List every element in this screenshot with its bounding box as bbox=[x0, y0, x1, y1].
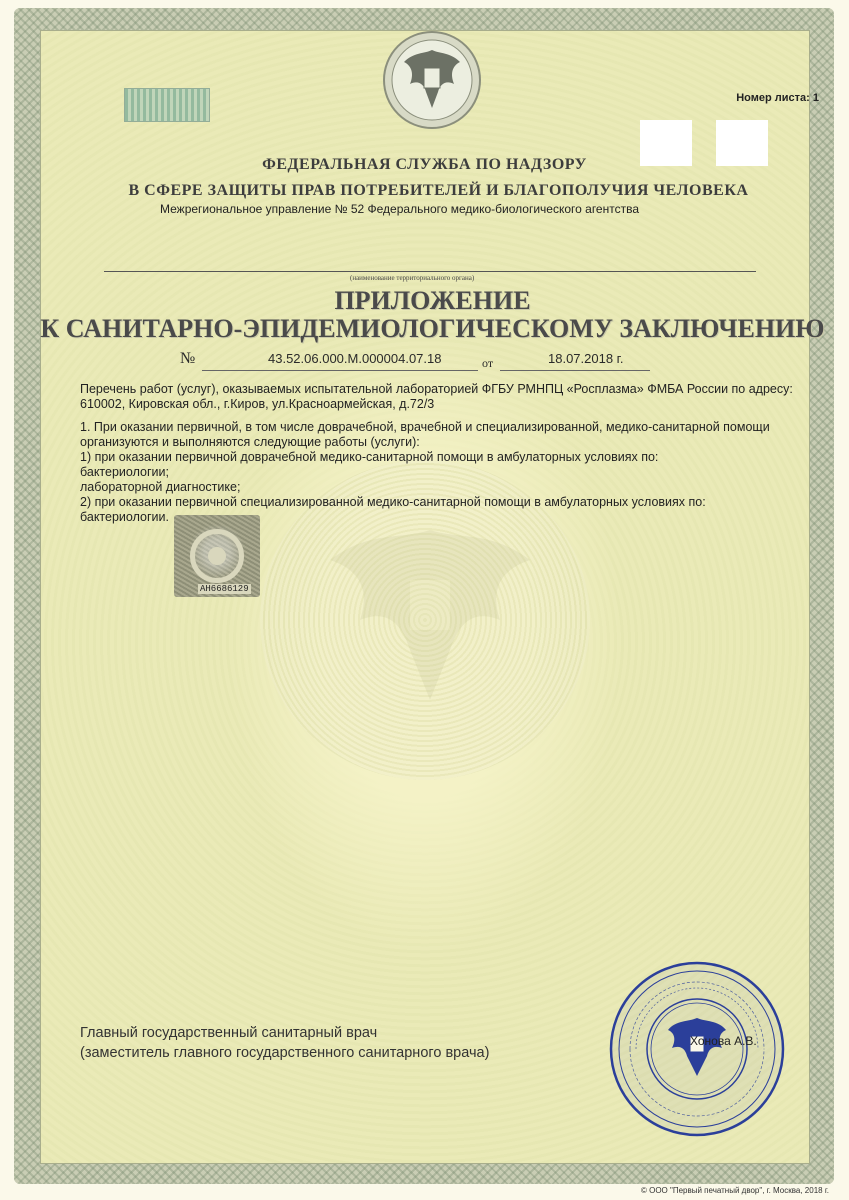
hologram-code: АН6686129 bbox=[200, 584, 249, 594]
number-sign: № bbox=[180, 350, 196, 367]
list-item: 1. При оказании первичной, в том числе доврачебной, врачебной и специализированной, медико-санитарной помощи организуются и выполняются следующие работы (услуги): bbox=[80, 420, 770, 449]
signatory-subtitle: (заместитель главного государственного санитарного врача) bbox=[80, 1045, 490, 1061]
hologram-strip bbox=[124, 88, 210, 122]
conclusion-date: 18.07.2018 г. bbox=[548, 351, 624, 366]
list-item: 1) при оказании первичной доврачебной медико-санитарной помощи в амбулаторных условиях по: bbox=[80, 450, 659, 464]
sheet-number: Номер листа: 1 bbox=[736, 92, 819, 104]
services-intro: Перечень работ (услуг), оказываемых испытательной лабораторией ФГБУ РМНПЦ «Росплазма» ФМБА России по адресу: 610002, Кировская обл., г.Киров, ул.Красноармейская, д.72/3 bbox=[80, 382, 793, 411]
list-item: бактериологии; bbox=[80, 465, 169, 479]
agency-name-line1: ФЕДЕРАЛЬНАЯ СЛУЖБА ПО НАДЗОРУ bbox=[262, 156, 587, 173]
signatory-title: Главный государственный санитарный врач bbox=[80, 1025, 378, 1041]
from-label: от bbox=[482, 356, 494, 370]
document-title: ПРИЛОЖЕНИЕ bbox=[334, 286, 531, 315]
conclusion-number: 43.52.06.000.М.000004.07.18 bbox=[268, 351, 442, 366]
organ-underline bbox=[104, 271, 756, 272]
services-list bbox=[80, 420, 800, 525]
rospotrebnadzor-emblem bbox=[380, 28, 484, 132]
hologram-sticker bbox=[174, 515, 260, 597]
eagle-watermark bbox=[290, 500, 570, 740]
signature-block bbox=[80, 1023, 489, 1063]
printer-credit: © ООО "Первый печатный двор", г. Москва, 2018 г. bbox=[640, 1186, 829, 1195]
date-underline bbox=[500, 370, 650, 371]
list-item: 2) при оказании первичной специализированной медико-санитарной помощи в амбулаторных условиях по: bbox=[80, 495, 706, 509]
department-name: Межрегиональное управление № 52 Федерального медико-биологического агентства bbox=[160, 202, 640, 216]
signer-name: Хонова А.В. bbox=[690, 1034, 757, 1048]
number-underline bbox=[202, 370, 478, 371]
organ-caption: (наименование территориального органа) bbox=[350, 274, 475, 282]
hologram-logo-icon bbox=[190, 529, 244, 583]
list-item: бактериологии. bbox=[80, 510, 169, 524]
agency-name-line2: В СФЕРЕ ЗАЩИТЫ ПРАВ ПОТРЕБИТЕЛЕЙ И БЛАГОПОЛУЧИЯ ЧЕЛОВЕКА bbox=[128, 182, 749, 199]
official-stamp bbox=[608, 960, 786, 1138]
list-item: лабораторной диагностике; bbox=[80, 480, 241, 494]
document-subtitle: К САНИТАРНО-ЭПИДЕМИОЛОГИЧЕСКОМУ ЗАКЛЮЧЕНИЮ bbox=[40, 314, 825, 343]
